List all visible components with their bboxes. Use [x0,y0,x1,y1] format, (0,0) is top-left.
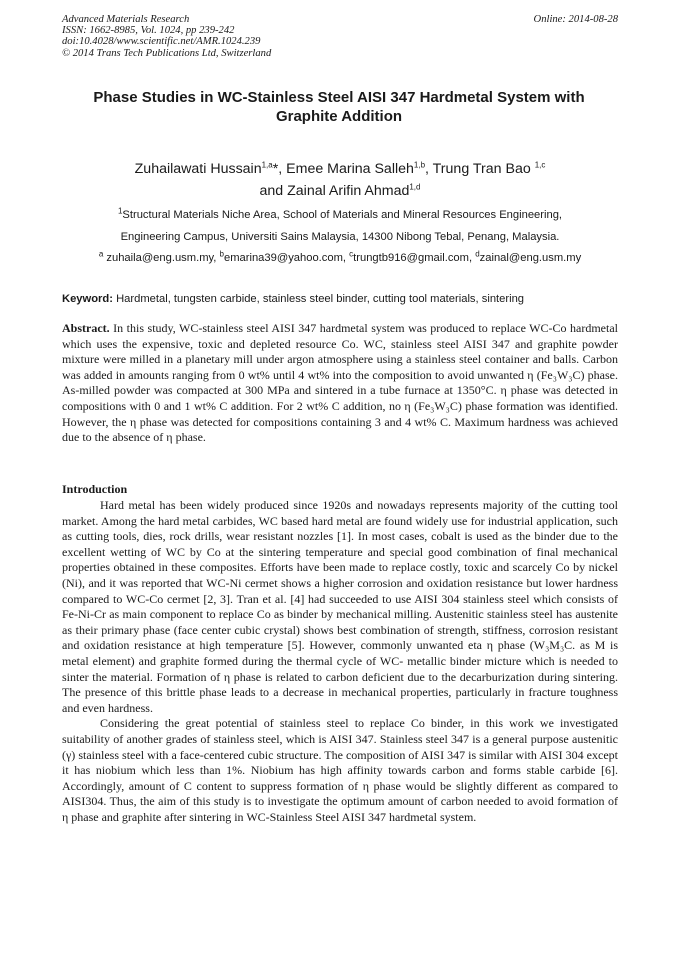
introduction-heading: Introduction [62,482,128,496]
author-sup: 1,d [409,182,421,192]
email-sup: d [475,249,480,259]
author-sup: 1,b [413,160,426,170]
email-sup: b [219,249,224,259]
author-list [62,158,618,202]
introduction-paragraph-2: Considering the great potential of stainless steel to replace Co binder, in this work we investigated suitability of another grades of stainless steel, which is AISI 347. Stainless steel 347 is a general purpose austenitic (γ) stainless steel with a face-centered cubic structure. The composition of AISI 347 is similar with AISI 304 except it has niobium which less than 1%. Niobium has high affinity towards carbon and forms stable carbide [6]. Accordingly, amount of C content to suppress formation of η phase would be slightly different as compared to AISI304. Thus, the aim of this study is to investigate the optimum amount of carbon needed to avoid formation of η phase and graphite after sintering in WC-Stainless Steel AISI 347 hardmetal system. [62,716,618,824]
email-link[interactable]: emarina39@yahoo.com, [223,252,347,264]
email-link[interactable]: trungtb916@gmail.com, [353,252,473,264]
email-line [62,248,618,270]
author-name: Trung Tran Bao [432,161,531,177]
abstract [62,321,618,446]
author-and: and [259,183,284,199]
corresponding-mark: * [272,161,279,177]
issn-line: ISSN: 1662-8985, Vol. 1024, pp 239-242 [62,25,235,37]
author-sup: 1,a [261,160,273,170]
author-name: Emee Marina Salleh [286,161,414,177]
copyright-line: © 2014 Trans Tech Publications Ltd, Switzerland [62,47,272,59]
keywords-text: Hardmetal, tungsten carbide, stainless steel binder, cutting tool materials, sintering [116,293,525,305]
email-link[interactable]: zainal@eng.usm.my [479,252,582,264]
author-sup: 1,c [534,160,546,170]
author-line-2 [62,180,618,202]
online-date: Online: 2014-08-28 [533,14,618,25]
journal-name: Advanced Materials Research [62,14,190,25]
affiliation-line-2: Engineering Campus, Universiti Sains Malaysia, 14300 Nibong Tebal, Penang, Malaysia. [120,230,560,243]
keywords-label: Keyword: [62,293,113,305]
email-link[interactable]: zuhaila@eng.usm.my, [106,252,217,264]
affiliation-line-1 [62,205,618,227]
journal-header [62,14,618,59]
paper-title: Phase Studies in WC-Stainless Steel AISI 347 Hardmetal System with Graphite Addition [93,89,585,125]
email-sup: a [98,249,104,259]
introduction-paragraph-1: Hard metal has been widely produced since 1920s and nowadays represents majority of the cutting tool market. Among the hard metal carbides, WC based hard metal are found widely use for industrial application, such as cutting tools, dies, rock drills, wear resistant nozzles [1]. In most cases, cobalt is used as the binder due to the excellent wetting of WC by Co at the sintering temperature and special good combination of final mechanical properties obtained in these composites. Efforts have been made to replace costly, toxic and scarcely Co by nickel (Ni), and it was reported that WC-Ni cermet shows a higher corrosion and oxidation resistance but lower hardness compared to WC-Co cermet [2, 3]. Tran et al. [4] had succeeded to use AISI 304 stainless steel which consists of Fe-Ni-Cr as main component to replace Co as binder by mechanical milling. Austenitic stainless steel has austenite as their primary phase (face center cubic crystal) shows best combination of strength, stiffness, corrosion resistant and oxidation resistance at high temperature [5]. However, commonly unwanted eta η phase (W₃M₃C. as M is metal element) and graphite formed during the thermal cycle of WC- metallic binder micture which is needed to sinter the material. Formation of η phase is related to carbon deficient due to the decarburization during sintering. The presence of this brittle phase leads to a decrease in mechanical properties, particularly in fracture toughness and even hardness. [62,498,618,715]
email-sup: c [349,249,354,259]
affiliation-block [62,205,618,270]
author-name: Zainal Arifin Ahmad [287,183,410,199]
author-line-1: Zuhailawati Hussain$^{1,a}$*, Emee Marina Salleh$^{1,b}$, Trung Tran Bao $^{1,c}$ [134,160,546,177]
affiliation-sup: 1 [117,206,123,216]
author-name: Zuhailawati Hussain [134,161,262,177]
abstract-text: In this study, WC-stainless steel AISI 347 hardmetal system was produced to replace WC-Co hardmetal which uses the expensive, toxic and depleted resource Co. WC, stainless steel AISI 347 and graphite powder mixture were milled in a planetary mill under argon atmosphere using a stainless steel container and balls. Carbon was added in amounts ranging from 0 wt% until 4 wt% into the composition to avoid unwanted η (Fe₃W₃C) phase. As-milled powder was compacted at 300 MPa and sintered in a tube furnace at 1350°C. η phase was detected in compositions with 0 and 1 wt% C addition. For 2 wt% C addition, no η (Fe₃W₃C) phase formation was identified. However, the η phase was detected for compositions containing 3 and 4 wt% C. Maximum hardness was achieved due to the absence of η phase. [62,321,619,445]
doi-line: doi:10.4028/www.scientific.net/AMR.1024.239 [62,36,261,48]
affiliation-text: Structural Materials Niche Area, School of Materials and Mineral Resources Engineering, [122,209,563,221]
keywords [62,292,618,306]
abstract-label: Abstract. [62,321,110,335]
introduction-body [62,498,618,825]
